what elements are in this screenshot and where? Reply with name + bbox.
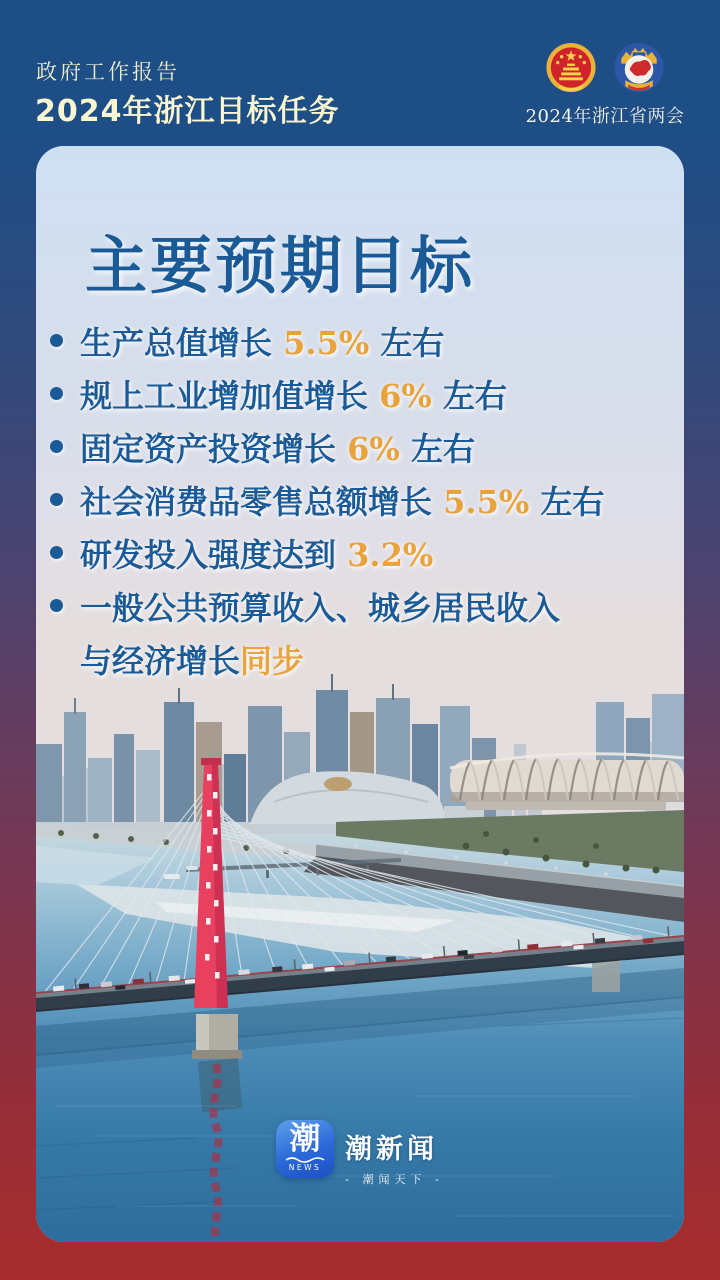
report-kicker: 政府工作报告 <box>36 60 180 84</box>
goals-list <box>50 314 660 685</box>
app-icon-news-label: NEWS <box>288 1163 322 1172</box>
goal-text: 社会消费品零售总额增长 5.5% 左右 <box>80 482 605 521</box>
goal-item-wrap <box>50 632 660 685</box>
bullet-dot-icon <box>50 599 63 612</box>
boat <box>164 874 180 879</box>
goal-text: 研发投入强度达到 3.2% <box>80 535 434 574</box>
goal-item <box>50 473 660 526</box>
poster-title: 2024年浙江目标任务 <box>35 94 340 129</box>
wave-icon <box>285 1155 325 1163</box>
goal-text: 固定资产投资增长 6% 左右 <box>80 429 475 468</box>
boat <box>186 866 198 870</box>
brand-tagline: - 潮闻天下 - <box>345 1173 444 1186</box>
cityscape-photo <box>36 146 684 1242</box>
goal-item <box>50 314 660 367</box>
bullet-dot-icon <box>50 334 63 347</box>
national-emblem-icon <box>545 40 597 97</box>
main-pier <box>192 1014 242 1059</box>
poster-header <box>0 0 720 146</box>
emblem-block <box>520 40 690 128</box>
app-icon-character: 潮 <box>289 1121 321 1157</box>
bullet-dot-icon <box>50 546 63 559</box>
stadium <box>450 754 684 810</box>
bullet-dot-icon <box>50 493 63 506</box>
event-label: 2024年浙江省两会 <box>525 106 685 127</box>
goal-text: 与经济增长同步 <box>80 641 305 680</box>
headline: 主要预期目标 <box>85 229 476 302</box>
bullet-dot-icon <box>50 387 63 400</box>
bullet-dot-icon <box>50 440 63 453</box>
photo-card <box>36 146 684 1242</box>
goal-text: 生产总值增长 5.5% 左右 <box>80 323 445 362</box>
goal-item <box>50 367 660 420</box>
goal-text: 一般公共预算收入、城乡居民收入 <box>80 588 561 627</box>
goal-item <box>50 579 660 632</box>
brand-name: 潮新闻 <box>345 1134 439 1165</box>
goal-item <box>50 526 660 579</box>
chao-news-app-icon <box>276 1120 334 1178</box>
footer-logo <box>36 1120 684 1187</box>
goal-text: 规上工业增加值增长 6% 左右 <box>80 376 507 415</box>
cppcc-emblem-icon <box>613 40 665 97</box>
goal-item <box>50 420 660 473</box>
